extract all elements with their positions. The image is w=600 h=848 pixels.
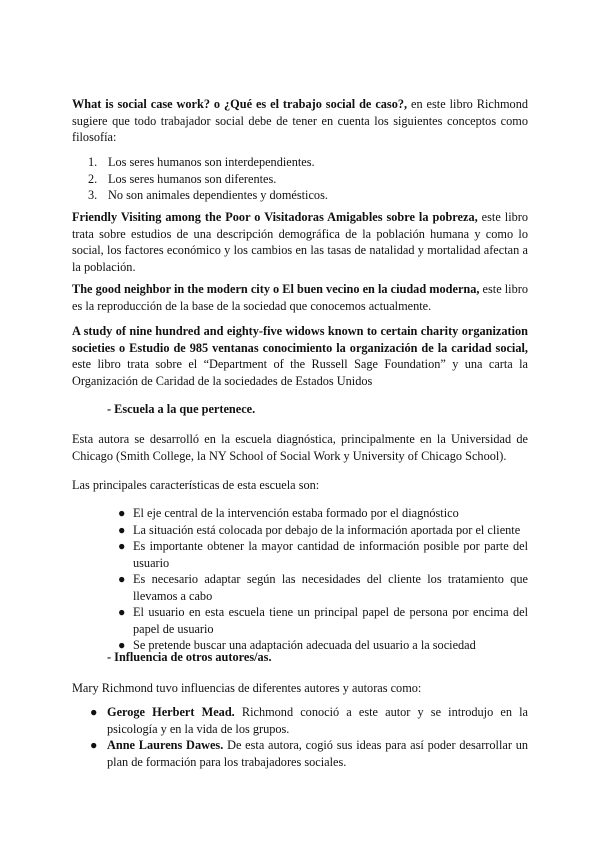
list-text: No son animales dependientes y domésticos.	[108, 188, 328, 202]
list-item	[72, 187, 528, 204]
list-item	[72, 571, 528, 604]
list-item	[72, 538, 528, 571]
section-heading-influencia: - Influencia de otros autores/as.	[107, 650, 272, 664]
list-text: Richmond conoció a este autor y se introdujo en la psicología y en la vida de los grupos.	[107, 705, 528, 736]
bullet-icon: ●	[118, 506, 126, 520]
paragraph-text: este libro es la reproducción de la base de la sociedad que conocemos actualmente.	[72, 282, 528, 313]
list-item	[72, 737, 528, 770]
paragraph-text: este libro trata sobre estudios de una descripción demográfica de la población humana y como lo social, los factores económico y los cambios en las tasas de natalidad y mortalidad afectan a la población.	[72, 210, 528, 274]
author-name: Geroge Herbert Mead.	[107, 705, 235, 719]
list-text: Los seres humanos son interdependientes.	[108, 155, 315, 169]
book-title: The good neighbor in the modern city o El buen vecino en la ciudad moderna,	[72, 282, 480, 296]
numbered-list	[72, 154, 528, 204]
list-item	[72, 604, 528, 637]
bullet-icon: ●	[90, 738, 98, 752]
list-text: Es necesario adaptar según las necesidades del cliente los tratamiento que llevamos a cabo	[133, 572, 528, 603]
list-text: La situación está colocada por debajo de la información aportada por el cliente	[133, 522, 521, 537]
list-item	[72, 505, 528, 522]
paragraph-friendly-visiting	[72, 209, 528, 275]
bullet-list-autores	[72, 704, 528, 770]
paragraph-caracteristicas: Las principales características de esta escuela son:	[72, 478, 320, 492]
list-item	[72, 171, 528, 188]
paragraph-text: este libro trata sobre el “Department of the Russell Sage Foundation” y una carta la Organización de Caridad de la sociedades de Estados Unidos	[72, 357, 528, 388]
book-title: What is social case work? o ¿Qué es el trabajo social de caso?,	[72, 97, 408, 111]
bullet-icon: ●	[118, 572, 126, 586]
list-number: 2.	[88, 171, 98, 186]
list-item	[72, 704, 528, 737]
list-text: El usuario en esta escuela tiene un principal papel de persona por encima del papel de usuario	[133, 605, 528, 636]
list-text: Es importante obtener la mayor cantidad de información posible por parte del usuario	[133, 539, 528, 570]
paragraph-good-neighbor	[72, 281, 528, 314]
paragraph-widows-study	[72, 323, 528, 389]
bullet-icon: ●	[90, 705, 98, 719]
book-title: Friendly Visiting among the Poor o Visitadoras Amigables sobre la pobreza,	[72, 210, 478, 224]
bullet-icon: ●	[118, 605, 126, 619]
bullet-icon: ●	[118, 638, 126, 652]
list-text: De esta autora, cogió sus ideas para así poder desarrollar un plan de formación para los trabajadores sociales.	[107, 738, 528, 769]
paragraph-influencias: Mary Richmond tuvo influencias de diferentes autores y autoras como:	[72, 681, 422, 695]
bullet-list-caracteristicas	[72, 505, 528, 654]
section-heading-escuela: - Escuela a la que pertenece.	[107, 402, 256, 416]
list-number: 3.	[88, 188, 98, 202]
bullet-icon: ●	[118, 522, 126, 537]
paragraph-text: en este libro Richmond sugiere que todo trabajador social debe de tener en cuenta los siguientes conceptos como filosofía:	[72, 97, 529, 144]
list-number: 1.	[88, 155, 98, 169]
list-text: Se pretende buscar una adaptación adecuada del usuario a la sociedad	[133, 638, 476, 652]
list-item	[72, 154, 528, 171]
list-text: Los seres humanos son diferentes.	[108, 171, 277, 186]
list-text: El eje central de la intervención estaba formado por el diagnóstico	[133, 506, 459, 520]
paragraph-escuela: Esta autora se desarrolló en la escuela diagnóstica, principalmente en la Universidad de Chicago (Smith College, la NY School of Social Work y University of Chicago School).	[72, 432, 528, 463]
book-title: A study of nine hundred and eighty-five widows known to certain charity organization societies o Estudio de 985 ventanas conocimiento la organización de la caridad social,	[72, 324, 528, 355]
author-name: Anne Laurens Dawes.	[107, 738, 224, 752]
bullet-icon: ●	[118, 539, 126, 553]
paragraph-social-case-work	[72, 96, 528, 146]
list-item	[72, 522, 528, 539]
